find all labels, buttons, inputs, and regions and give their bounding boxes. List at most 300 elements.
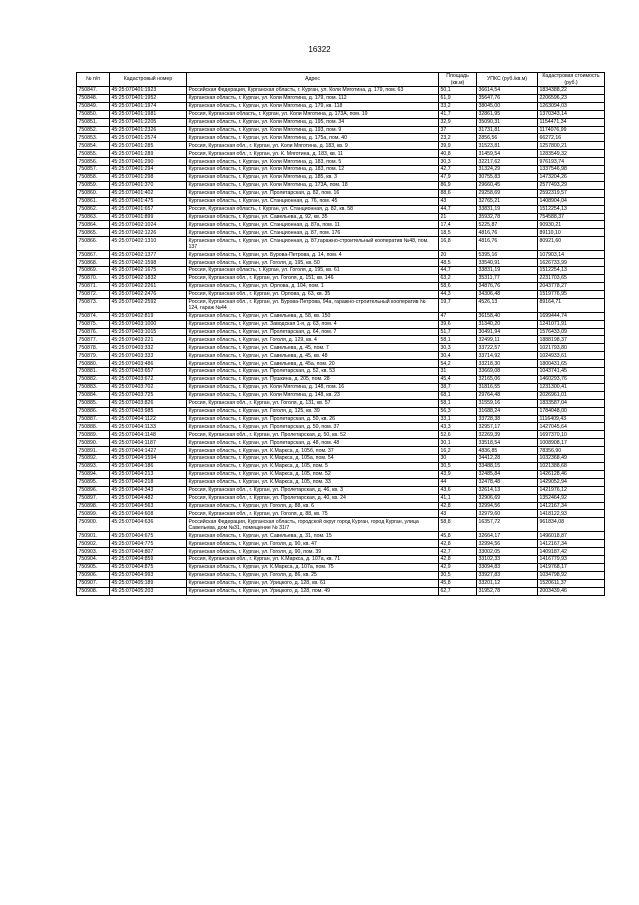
- table-row: [77, 510, 605, 518]
- cadastral-number-cell: 45:25:070401:1974: [110, 102, 187, 110]
- upks-cell: 33728,38: [477, 415, 538, 423]
- cadastral-value-cell: 1496018,87: [538, 532, 605, 540]
- table-row: [77, 455, 605, 463]
- cadastral-value-cell: 1833587,04: [538, 399, 605, 407]
- upks-cell: 32664,17: [477, 532, 538, 540]
- cadastral-value-cell: 1429052,94: [538, 478, 605, 486]
- row-number-cell: 750847.: [77, 87, 110, 95]
- cadastral-value-cell: 1784048,00: [538, 407, 605, 415]
- area-cell: 21: [439, 213, 477, 221]
- address-cell: Россия, Курганская обл., г. Курган, ул. К. Мяготина, д. 183, кв. 11: [187, 150, 439, 158]
- address-cell: Курганская область, г. Курган, ул. Коли Мяготина, д. 183, пом. 12: [187, 166, 439, 174]
- cadastral-number-cell: 45:25:070404:636: [110, 518, 187, 532]
- area-cell: 32,9: [439, 118, 477, 126]
- address-cell: Курганская область, г. Курган, ул. Коли Мяготина, д. 193, пом. 9: [187, 126, 439, 134]
- table-row: [77, 360, 605, 368]
- cadastral-number-cell: 45:25:070401:657: [110, 205, 187, 213]
- address-cell: Курганская область, г. Курган, ул. Гоголя, д. 90, кв. 47: [187, 540, 439, 548]
- row-number-cell: 750903.: [77, 548, 110, 556]
- row-number-cell: 750874.: [77, 312, 110, 320]
- address-cell: Курганская область, г. Курган, ул. Урицкого, д. 128, пом. 49: [187, 587, 439, 595]
- address-cell: Курганская область, г. Курган, ул. К.Маркса, д. 105б, пом. 37: [187, 447, 439, 455]
- cadastral-value-cell: 1412167,34: [538, 502, 605, 510]
- table-row: [77, 134, 605, 142]
- address-cell: Россия, Курганская обл., г. Курган, ул. Гоголя, д. 131, кв. 57: [187, 399, 439, 407]
- cadastral-number-cell: 45:25:070404:186: [110, 462, 187, 470]
- page-number: 16322: [308, 45, 331, 54]
- row-number-cell: 750857.: [77, 166, 110, 174]
- cadastral-value-cell: 1426128,46: [538, 470, 605, 478]
- cadastral-number-cell: 45:25:070403:725: [110, 391, 187, 399]
- area-cell: 30,5: [439, 571, 477, 579]
- cadastral-number-cell: 45:25:070401:294: [110, 166, 187, 174]
- table-row: [77, 298, 605, 312]
- upks-cell: 32478,48: [477, 478, 538, 486]
- table-row: [77, 399, 605, 407]
- upks-cell: 33102,33: [477, 556, 538, 564]
- cadastral-value-cell: 1024933,61: [538, 352, 605, 360]
- address-cell: Россия, Курганская область, г. Курган, ул. Станционная, д. 82, кв. 58: [187, 205, 439, 213]
- upks-cell: 34412,28: [477, 455, 538, 463]
- cadastral-number-cell: 45:25:070401:475: [110, 197, 187, 205]
- table-row: [77, 126, 605, 134]
- area-cell: 44,7: [439, 205, 477, 213]
- row-number-cell: 750907.: [77, 579, 110, 587]
- address-cell: Курганская область, г. Курган, ул. Коли Мяготина, д. 179, кв. 118: [187, 102, 439, 110]
- cadastral-number-cell: 45:25:070402:1832: [110, 275, 187, 283]
- area-cell: 42,7: [439, 548, 477, 556]
- cadastral-value-cell: 1800431,65: [538, 360, 605, 368]
- table-row: [77, 197, 605, 205]
- area-cell: 43,3: [439, 423, 477, 431]
- area-cell: 23,2: [439, 134, 477, 142]
- cadastral-value-cell: 1337546,98: [538, 166, 605, 174]
- cadastral-value-cell: 1008908,17: [538, 439, 605, 447]
- cadastral-value-cell: 1408904,04: [538, 197, 605, 205]
- upks-cell: 32765,21: [477, 197, 538, 205]
- cadastral-number-cell: 45:25:070404:218: [110, 478, 187, 486]
- upks-cell: 36614,54: [477, 87, 538, 95]
- table-row: [77, 290, 605, 298]
- cadastral-value-table: [76, 72, 605, 596]
- row-number-cell: 750873.: [77, 298, 110, 312]
- area-cell: 31: [439, 368, 477, 376]
- area-cell: 37: [439, 126, 477, 134]
- upks-cell: 33218,30: [477, 360, 538, 368]
- cadastral-value-cell: 1519776,95: [538, 290, 605, 298]
- table-row: [77, 540, 605, 548]
- row-number-cell: 750849.: [77, 102, 110, 110]
- address-cell: Курганская область, г. Курган, ул. Коли Мяготина, д. 185, кв. 3: [187, 174, 439, 182]
- cadastral-number-cell: 45:25:070404:1148: [110, 431, 187, 439]
- row-number-cell: 750882.: [77, 376, 110, 384]
- cadastral-value-cell: 1697370,10: [538, 431, 605, 439]
- area-cell: 30,3: [439, 344, 477, 352]
- row-number-cell: 750894.: [77, 470, 110, 478]
- cadastral-value-cell: 2231703,65: [538, 275, 605, 283]
- area-cell: 61,9: [439, 94, 477, 102]
- upks-cell: 32217,62: [477, 158, 538, 166]
- row-number-cell: 750881.: [77, 368, 110, 376]
- cadastral-value-cell: 1032368,49: [538, 455, 605, 463]
- cadastral-value-cell: 961834,08: [538, 518, 605, 532]
- cadastral-number-cell: 45:25:070403:333: [110, 352, 187, 360]
- address-cell: Россия, Курганская область, г. Курган, ул. Гоголя, д. 195, кв. 61: [187, 267, 439, 275]
- header-upks: УПКС (руб./кв.м): [477, 73, 538, 87]
- row-number-cell: 750875.: [77, 320, 110, 328]
- cadastral-number-cell: 45:25:070404:675: [110, 532, 187, 540]
- upks-cell: 33669,08: [477, 368, 538, 376]
- upks-cell: 31324,29: [477, 166, 538, 174]
- upks-cell: 2856,56: [477, 134, 538, 142]
- table-row: [77, 312, 605, 320]
- cadastral-value-cell: 1154471,34: [538, 118, 605, 126]
- cadastral-number-cell: 45:25:070401:298: [110, 174, 187, 182]
- table-row: [77, 447, 605, 455]
- cadastral-value-cell: 80921,60: [538, 237, 605, 251]
- area-cell: 44,7: [439, 267, 477, 275]
- table-row: [77, 336, 605, 344]
- upks-cell: 36158,40: [477, 312, 538, 320]
- cadastral-value-cell: 89164,71: [538, 298, 605, 312]
- cadastral-value-cell: 1888198,37: [538, 336, 605, 344]
- address-cell: Курганская область, г. Курган, ул. К.Маркса, д. 105а, пом. 54: [187, 455, 439, 463]
- cadastral-value-cell: 1512254,13: [538, 267, 605, 275]
- address-cell: Курганская область, г. Курган, ул. Коли Мяготина, д. 183, пом. 5: [187, 158, 439, 166]
- row-number-cell: 750854.: [77, 142, 110, 150]
- table-row: [77, 571, 605, 579]
- area-cell: 17,4: [439, 221, 477, 229]
- table-row: [77, 502, 605, 510]
- table-header-row: [77, 73, 605, 87]
- table-row: [77, 282, 605, 290]
- row-number-cell: 750902.: [77, 540, 110, 548]
- cadastral-value-cell: 1421976,12: [538, 486, 605, 494]
- address-cell: Курганская область, г. Курган, ул. Коли Мяготина, д. 179, пом. 112: [187, 94, 439, 102]
- area-cell: 39,9: [439, 142, 477, 150]
- address-cell: Курганская область, г. Курган, ул. Станционная, д. 87,гаражно-строительный кооператив №48, пом. 137: [187, 237, 439, 251]
- upks-cell: 35311,77: [477, 275, 538, 283]
- cadastral-number-cell: 45:25:070404:563: [110, 502, 187, 510]
- row-number-cell: 750872.: [77, 290, 110, 298]
- table-row: [77, 189, 605, 197]
- upks-cell: 31340,20: [477, 320, 538, 328]
- upks-cell: 30755,83: [477, 174, 538, 182]
- address-cell: Курганская область, г. Курган, ул. Гоголя, д. 129, кв. 4: [187, 336, 439, 344]
- area-cell: 47: [439, 312, 477, 320]
- cadastral-value-cell: 1174076,99: [538, 126, 605, 134]
- upks-cell: 32979,60: [477, 510, 538, 518]
- area-cell: 50,1: [439, 87, 477, 95]
- cadastral-value-cell: 89110,10: [538, 229, 605, 237]
- cadastral-value-cell: 1460293,76: [538, 376, 605, 384]
- row-number-cell: 750898.: [77, 502, 110, 510]
- address-cell: Курганская область, г. Курган, ул. Гоголя, д. 125, кв. 39: [187, 407, 439, 415]
- address-cell: Курганская область, г. Курган, ул. Станционная, д. 87, пом. 176: [187, 229, 439, 237]
- table-row: [77, 110, 605, 118]
- cadastral-number-cell: 45:25:070403:221: [110, 336, 187, 344]
- row-number-cell: 750868.: [77, 259, 110, 267]
- cadastral-value-cell: 2577493,29: [538, 181, 605, 189]
- cadastral-value-cell: 1283549,32: [538, 150, 605, 158]
- row-number-cell: 750904.: [77, 556, 110, 564]
- area-cell: 43: [439, 510, 477, 518]
- upks-cell: 32994,56: [477, 502, 538, 510]
- cadastral-value-cell: 1834388,22: [538, 87, 605, 95]
- address-cell: Курганская область, г. Курган, ул. Савельева, д. 45, пом. 7: [187, 344, 439, 352]
- area-cell: 30: [439, 455, 477, 463]
- area-cell: 16,2: [439, 447, 477, 455]
- address-cell: Россия, Курганская обл., г. Курган, ул. Орлова, д. 63, кв. 35: [187, 290, 439, 298]
- cadastral-number-cell: 45:25:070402:2476: [110, 290, 187, 298]
- upks-cell: 34306,48: [477, 290, 538, 298]
- cadastral-number-cell: 45:25:070401:2205: [110, 118, 187, 126]
- upks-cell: 29764,48: [477, 391, 538, 399]
- cadastral-number-cell: 45:25:070403:332: [110, 344, 187, 352]
- table-row: [77, 344, 605, 352]
- table-row: [77, 431, 605, 439]
- table-row: [77, 267, 605, 275]
- cadastral-number-cell: 45:25:070401:402: [110, 189, 187, 197]
- area-cell: 58,1: [439, 399, 477, 407]
- address-cell: Курганская область, г. Курган, ул. К.Маркса, д. 105, пом. 33: [187, 478, 439, 486]
- address-cell: Россия, Курганская область, г. Курган, ул. Коли Мяготина, д. 173А, пом. 19: [187, 110, 439, 118]
- cadastral-value-cell: 1626733,99: [538, 259, 605, 267]
- header-row-number: № п/п: [77, 73, 110, 87]
- cadastral-value-cell: 2043778,27: [538, 282, 605, 290]
- header-address: Адрес: [187, 73, 439, 87]
- cadastral-value-cell: 1512254,13: [538, 205, 605, 213]
- cadastral-value-cell: 1473204,26: [538, 174, 605, 182]
- row-number-cell: 750885.: [77, 399, 110, 407]
- address-cell: Россия, Курганская обл., г. Курган, ул. Пролетарская, д. 40, кв. 24: [187, 494, 439, 502]
- address-cell: Курганская область, г. Курган, ул. Гоголя, д. 195, кв. 50: [187, 259, 439, 267]
- address-cell: Курганская область, г. Курган, ул. Гоголя, д. 88, кв. 6: [187, 502, 439, 510]
- area-cell: 51,7: [439, 328, 477, 336]
- row-number-cell: 750862.: [77, 205, 110, 213]
- cadastral-value-cell: 1263094,03: [538, 102, 605, 110]
- row-number-cell: 750889.: [77, 431, 110, 439]
- cadastral-value-cell: 1257800,21: [538, 142, 605, 150]
- address-cell: Россия, Курганская обл., г. Курган, ул. К.Маркса, д. 107а, кв. 71: [187, 556, 439, 564]
- area-cell: 52,6: [439, 431, 477, 439]
- area-cell: 43: [439, 197, 477, 205]
- row-number-cell: 750855.: [77, 150, 110, 158]
- row-number-cell: 750877.: [77, 336, 110, 344]
- row-number-cell: 750905.: [77, 563, 110, 571]
- cadastral-number-cell: 45:25:070404:1133: [110, 423, 187, 431]
- area-cell: 20: [439, 251, 477, 259]
- cadastral-number-cell: 45:25:070402:1310: [110, 237, 187, 251]
- cadastral-number-cell: 45:25:070404:1122: [110, 415, 187, 423]
- address-cell: Курганская область, г. Курган, ул. К.Маркса, д. 107а, пом. 75: [187, 563, 439, 571]
- area-cell: 68,1: [439, 391, 477, 399]
- table-row: [77, 174, 605, 182]
- row-number-cell: 750878.: [77, 344, 110, 352]
- area-cell: 18,5: [439, 229, 477, 237]
- table-row: [77, 423, 605, 431]
- cadastral-number-cell: 45:25:070401:289: [110, 150, 187, 158]
- upks-cell: 33201,12: [477, 579, 538, 587]
- table-row: [77, 579, 605, 587]
- cadastral-number-cell: 45:25:070402:2592: [110, 298, 187, 312]
- area-cell: 42,8: [439, 556, 477, 564]
- cadastral-number-cell: 45:25:070403:1000: [110, 320, 187, 328]
- table-row: [77, 205, 605, 213]
- cadastral-value-cell: 1699444,74: [538, 312, 605, 320]
- upks-cell: 31816,55: [477, 383, 538, 391]
- cadastral-number-cell: 45:25:070402:1226: [110, 229, 187, 237]
- row-number-cell: 750858.: [77, 174, 110, 182]
- cadastral-value-cell: 107903,14: [538, 251, 605, 259]
- row-number-cell: 750892.: [77, 455, 110, 463]
- cadastral-number-cell: 45:25:070402:1377: [110, 251, 187, 259]
- table-row: [77, 376, 605, 384]
- cadastral-number-cell: 45:25:070404:1427: [110, 447, 187, 455]
- upks-cell: 33831,19: [477, 267, 538, 275]
- address-cell: Курганская область, г. Курган, ул. Станционная, д. 87а, пом. 11: [187, 221, 439, 229]
- cadastral-value-cell: 2026961,01: [538, 391, 605, 399]
- address-cell: Курганская область, г. Курган, ул. Пролетарская, д. 50, пом. 37: [187, 423, 439, 431]
- cadastral-number-cell: 45:25:070402:819: [110, 312, 187, 320]
- cadastral-number-cell: 45:25:070404:213: [110, 470, 187, 478]
- cadastral-number-cell: 45:25:070401:2326: [110, 126, 187, 134]
- row-number-cell: 750888.: [77, 423, 110, 431]
- cadastral-number-cell: 45:25:070404:482: [110, 494, 187, 502]
- cadastral-value-cell: 2592319,57: [538, 189, 605, 197]
- row-number-cell: 750901.: [77, 532, 110, 540]
- cadastral-value-cell: 1427045,64: [538, 423, 605, 431]
- cadastral-value-cell: 1034798,92: [538, 571, 605, 579]
- cadastral-number-cell: 45:25:070401:1952: [110, 94, 187, 102]
- row-number-cell: 750897.: [77, 494, 110, 502]
- cadastral-number-cell: 45:25:070404:608: [110, 510, 187, 518]
- area-cell: 45,4: [439, 376, 477, 384]
- cadastral-value-cell: 1231300,41: [538, 383, 605, 391]
- address-cell: Курганская область, г. Курган, ул. Заводская 1-я, д. 63, пом. 4: [187, 320, 439, 328]
- cadastral-number-cell: 45:25:070404:1187: [110, 439, 187, 447]
- area-cell: 45,8: [439, 579, 477, 587]
- table-row: [77, 352, 605, 360]
- cadastral-number-cell: 45:25:070403:826: [110, 399, 187, 407]
- upks-cell: 33002,05: [477, 548, 538, 556]
- table-row: [77, 556, 605, 564]
- row-number-cell: 750891.: [77, 447, 110, 455]
- area-cell: 19,7: [439, 298, 477, 312]
- table-row: [77, 391, 605, 399]
- row-number-cell: 750879.: [77, 352, 110, 360]
- area-cell: 42,8: [439, 540, 477, 548]
- row-number-cell: 750852.: [77, 126, 110, 134]
- upks-cell: 33722,57: [477, 344, 538, 352]
- row-number-cell: 750867.: [77, 251, 110, 259]
- area-cell: 58,6: [439, 282, 477, 290]
- table-row: [77, 229, 605, 237]
- address-cell: Курганская область, г. Курган, ул. Пролетарская, д. 48, пом. 48: [187, 439, 439, 447]
- area-cell: 42,9: [439, 563, 477, 571]
- table-row: [77, 383, 605, 391]
- upks-cell: 32485,84: [477, 470, 538, 478]
- table-row: [77, 328, 605, 336]
- cadastral-number-cell: 45:25:070402:2261: [110, 282, 187, 290]
- upks-cell: 4816,76: [477, 229, 538, 237]
- table-row: [77, 142, 605, 150]
- cadastral-value-cell: 1352464,92: [538, 494, 605, 502]
- row-number-cell: 750890.: [77, 439, 110, 447]
- row-number-cell: 750866.: [77, 237, 110, 251]
- cadastral-number-cell: 45:25:070401:370: [110, 181, 187, 189]
- upks-cell: 33927,83: [477, 571, 538, 579]
- cadastral-number-cell: 45:25:070404:807: [110, 548, 187, 556]
- header-cadastral-value: Кадастровая стоимость (руб.): [538, 73, 605, 87]
- address-cell: Курганская область, г. Курган, ул. Коли Мяготина, д. 173А, пом. 18: [187, 181, 439, 189]
- table-row: [77, 320, 605, 328]
- table-row: [77, 470, 605, 478]
- row-number-cell: 750851.: [77, 118, 110, 126]
- upks-cell: 31523,81: [477, 142, 538, 150]
- cadastral-number-cell: 45:25:070405:189: [110, 579, 187, 587]
- address-cell: Курганская область, г. Курган, ул. Савельева, д. 58, кв. 150: [187, 312, 439, 320]
- cadastral-number-cell: 45:25:070401:285: [110, 142, 187, 150]
- upks-cell: 32165,06: [477, 376, 538, 384]
- row-number-cell: 750908.: [77, 587, 110, 595]
- address-cell: Курганская область, г. Курган, ул. Савельева, д. 31, пом. 15: [187, 532, 439, 540]
- cadastral-value-cell: 66272,16: [538, 134, 605, 142]
- address-cell: Курганская область, г. Курган, ул. Коли Мяготина, д. 148, пом. 16: [187, 383, 439, 391]
- row-number-cell: 750883.: [77, 383, 110, 391]
- cadastral-number-cell: 45:25:070405:203: [110, 587, 187, 595]
- row-number-cell: 750870.: [77, 275, 110, 283]
- address-cell: Курганская область, г. Курган, ул. Пролетарская, д. 52, кв. 53: [187, 368, 439, 376]
- upks-cell: 31459,54: [477, 150, 538, 158]
- cadastral-number-cell: 45:25:070401:899: [110, 213, 187, 221]
- cadastral-value-cell: 1520611,37: [538, 579, 605, 587]
- upks-cell: 33540,91: [477, 259, 538, 267]
- table-row: [77, 563, 605, 571]
- table-row: [77, 462, 605, 470]
- address-cell: Курганская область, г. Курган, ул. Пролетарская, д. 64, пом. 7: [187, 328, 439, 336]
- table-row: [77, 439, 605, 447]
- area-cell: 40,8: [439, 150, 477, 158]
- row-number-cell: 750859.: [77, 181, 110, 189]
- upks-cell: 32861,95: [477, 110, 538, 118]
- area-cell: 30,5: [439, 462, 477, 470]
- upks-cell: 34876,76: [477, 282, 538, 290]
- area-cell: 44: [439, 478, 477, 486]
- upks-cell: 31731,81: [477, 126, 538, 134]
- upks-cell: 4816,76: [477, 237, 538, 251]
- row-number-cell: 750896.: [77, 486, 110, 494]
- upks-cell: 33518,54: [477, 439, 538, 447]
- area-cell: 41,1: [439, 494, 477, 502]
- row-number-cell: 750869.: [77, 267, 110, 275]
- row-number-cell: 750861.: [77, 197, 110, 205]
- address-cell: Курганская область, г. Курган, ул. Коли Мяготина, д. 195, пом. 34: [187, 118, 439, 126]
- address-cell: Курганская область, г. Курган, ул. Гоголя, д. 90, пом. 39: [187, 548, 439, 556]
- cadastral-value-cell: 1418122,93: [538, 510, 605, 518]
- area-cell: 38,7: [439, 383, 477, 391]
- area-cell: 63,2: [439, 275, 477, 283]
- address-cell: Курганская область, г. Курган, ул. Станционная, д. 76, пом. 45: [187, 197, 439, 205]
- table-row: [77, 407, 605, 415]
- table-row: [77, 587, 605, 595]
- upks-cell: 16357,72: [477, 518, 538, 532]
- cadastral-value-cell: 1021793,80: [538, 344, 605, 352]
- upks-cell: 5395,16: [477, 251, 538, 259]
- table-row: [77, 166, 605, 174]
- cadastral-number-cell: 45:25:070403:672: [110, 376, 187, 384]
- upks-cell: 33714,92: [477, 352, 538, 360]
